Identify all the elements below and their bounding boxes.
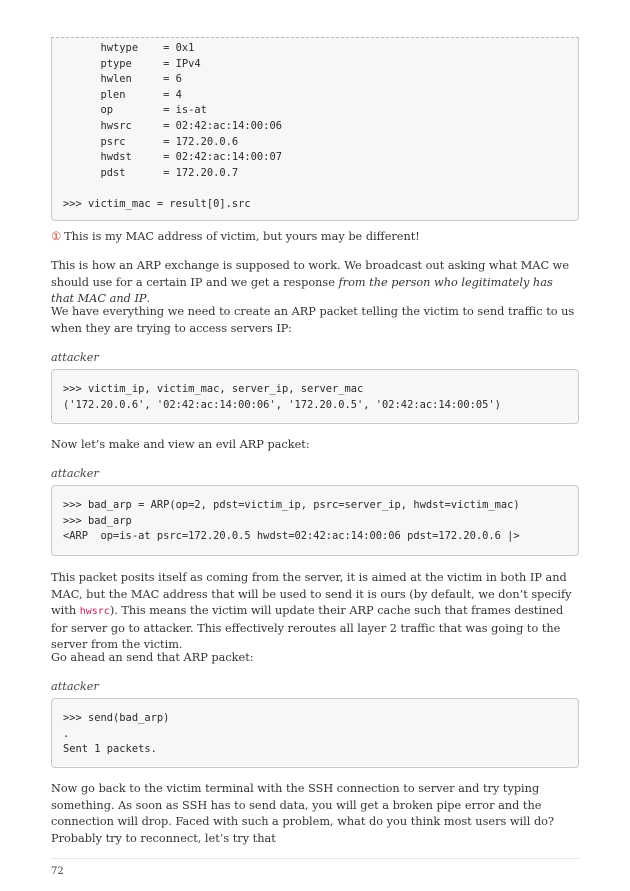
label-attacker: attacker bbox=[51, 680, 99, 693]
paragraph-evil-packet: Now let’s make and view an evil ARP packet: bbox=[51, 438, 310, 451]
paragraph-victim-terminal: Now go back to the victim terminal with the SSH connection to server and try typing something. As soon as SSH has to send data, you will get a broken pipe error and the connection will drop. Faced with such a problem, what do you think most users will do? Probably try to reconnect, let’s try that bbox=[51, 782, 555, 845]
code-block-variables: >>> victim_ip, victim_mac, server_ip, server_mac ('172.20.0.6', '02:42:ac:14:00:06', '172.20.0.5', '02:42:ac:14:00:05') bbox=[51, 369, 579, 424]
label-attacker: attacker bbox=[51, 351, 99, 364]
inline-code-hwsrc: hwsrc bbox=[79, 606, 110, 617]
callout-number: ① bbox=[51, 230, 62, 243]
page-number: 72 bbox=[51, 866, 64, 877]
paragraph-text: This packet posits itself as coming from the server, it is aimed at the victim in both IP and MAC, but the MAC address that will be used to send it is ours (by default, we don’t specify with bbox=[51, 571, 572, 617]
label-attacker: attacker bbox=[51, 467, 99, 480]
code-block-send: >>> send(bad_arp) . Sent 1 packets. bbox=[51, 698, 579, 768]
paragraph-create-packet: We have everything we need to create an ARP packet telling the victim to send traffic to us when they are trying to access servers IP: bbox=[51, 305, 575, 335]
emphasis-text: from the person who legitimately has that MAC and IP bbox=[51, 275, 553, 305]
paragraph-text: This is how an ARP exchange is supposed to work. We broadcast out asking what MAC we should use for a certain IP and we get a response bbox=[51, 259, 570, 289]
callout-note bbox=[51, 229, 579, 246]
paragraph-packet-explanation bbox=[51, 570, 579, 654]
paragraph-text: ). This means the victim will update their ARP cache such that frames destined for server go to attacker. This effectively reroutes all layer 2 traffic that was going to the server from the victim. bbox=[51, 604, 564, 651]
callout-text: This is my MAC address of victim, but yours may be different! bbox=[64, 230, 420, 243]
paragraph-text: . bbox=[146, 292, 151, 305]
paragraph-arp-exchange bbox=[51, 258, 579, 308]
code-block-arp-reply: hwtype = 0x1 ptype = IPv4 hwlen = 6 plen = 4 op = is-at hwsrc = 02:42:ac:14:00:06 psrc = 172.20.0.6 hwdst = 02:42:ac:14:00:07 pdst = 172.20.0.7 >>> victim_mac = result[0].src bbox=[51, 37, 579, 221]
code-block-bad-arp: >>> bad_arp = ARP(op=2, pdst=victim_ip, psrc=server_ip, hwdst=victim_mac) >>> bad_arp <ARP op=is-at psrc=172.20.0.5 hwdst=02:42:ac:14:00:06 pdst=172.20.0.6 |> bbox=[51, 485, 579, 556]
footer-divider bbox=[51, 858, 579, 859]
paragraph-send-packet: Go ahead an send that ARP packet: bbox=[51, 651, 254, 664]
